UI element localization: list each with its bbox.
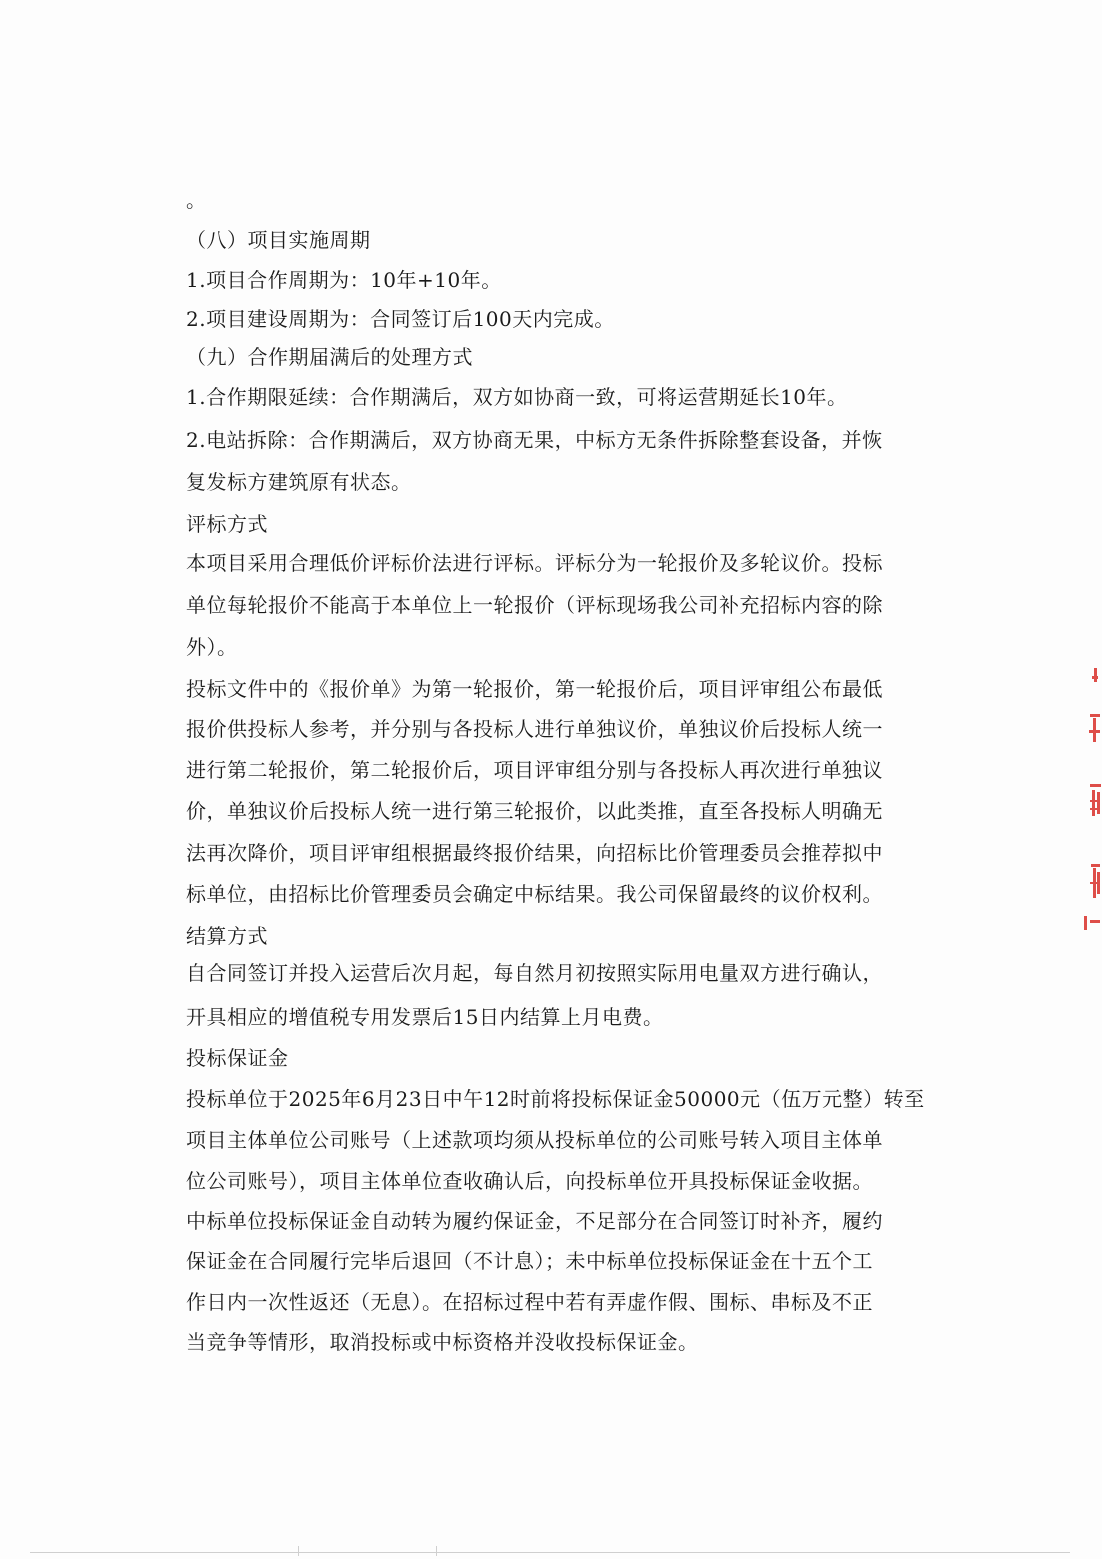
text-line: 投标文件中的《报价单》为第一轮报价，第一轮报价后，项目评审组公布最低 bbox=[186, 677, 883, 701]
section-heading: 结算方式 bbox=[186, 924, 268, 948]
scan-artifact-tick bbox=[298, 1546, 299, 1556]
text-line: 位公司账号），项目主体单位查收确认后，向投标单位开具投标保证金收据。 bbox=[186, 1169, 873, 1193]
section-heading: 投标保证金 bbox=[186, 1046, 289, 1070]
seal-fragment-icon bbox=[1084, 668, 1102, 930]
section-heading: （八）项目实施周期 bbox=[186, 228, 371, 252]
section-heading: 评标方式 bbox=[186, 512, 268, 536]
text-line: 外）。 bbox=[186, 635, 238, 659]
text-line: 进行第二轮报价，第二轮报价后，项目评审组分别与各投标人再次进行单独议 bbox=[186, 758, 883, 782]
text-line: 标单位，由招标比价管理委员会确定中标结果。我公司保留最终的议价权利。 bbox=[186, 882, 883, 906]
text-line: 2.项目建设周期为：合同签订后100天内完成。 bbox=[186, 307, 615, 331]
text-line: 保证金在合同履行完毕后退回（不计息）；未中标单位投标保证金在十五个工 bbox=[186, 1249, 873, 1273]
text-line: 本项目采用合理低价评标价法进行评标。评标分为一轮报价及多轮议价。投标 bbox=[186, 551, 883, 575]
section-heading: （九）合作期届满后的处理方式 bbox=[186, 345, 473, 369]
scan-artifact-tick bbox=[436, 1546, 437, 1556]
text-line: 当竞争等情形，取消投标或中标资格并没收投标保证金。 bbox=[186, 1330, 699, 1354]
text-line: 自合同签订并投入运营后次月起，每自然月初按照实际用电量双方进行确认， bbox=[186, 961, 883, 985]
text-line: 投标单位于2025年6月23日中午12时前将投标保证金50000元（伍万元整）转至 bbox=[186, 1087, 925, 1111]
text-line: 中标单位投标保证金自动转为履约保证金，不足部分在合同签订时补齐，履约 bbox=[186, 1209, 883, 1233]
text-line: 项目主体单位公司账号（上述款项均须从投标单位的公司账号转入项目主体单 bbox=[186, 1128, 883, 1152]
text-line: 报价供投标人参考，并分别与各投标人进行单独议价，单独议价后投标人统一 bbox=[186, 717, 883, 741]
text-line: 1.项目合作周期为：10年+10年。 bbox=[186, 268, 502, 292]
text-line: 复发标方建筑原有状态。 bbox=[186, 470, 412, 494]
text-line: 1.合作期限延续：合作期满后，双方如协商一致，可将运营期延长10年。 bbox=[186, 385, 848, 409]
scan-artifact-line bbox=[30, 1552, 1070, 1553]
text-line: 价，单独议价后投标人统一进行第三轮报价，以此类推，直至各投标人明确无 bbox=[186, 799, 883, 823]
text-line: 法再次降价，项目评审组根据最终报价结果，向招标比价管理委员会推荐拟中 bbox=[186, 841, 883, 865]
text-line: 作日内一次性返还（无息）。在招标过程中若有弄虚作假、围标、串标及不正 bbox=[186, 1290, 873, 1314]
text-line: 2.电站拆除：合作期满后，双方协商无果，中标方无条件拆除整套设备，并恢 bbox=[186, 428, 883, 452]
text-line: 。 bbox=[186, 188, 207, 212]
text-line: 开具相应的增值税专用发票后15日内结算上月电费。 bbox=[186, 1005, 664, 1029]
text-line: 单位每轮报价不能高于本单位上一轮报价（评标现场我公司补充招标内容的除 bbox=[186, 593, 883, 617]
